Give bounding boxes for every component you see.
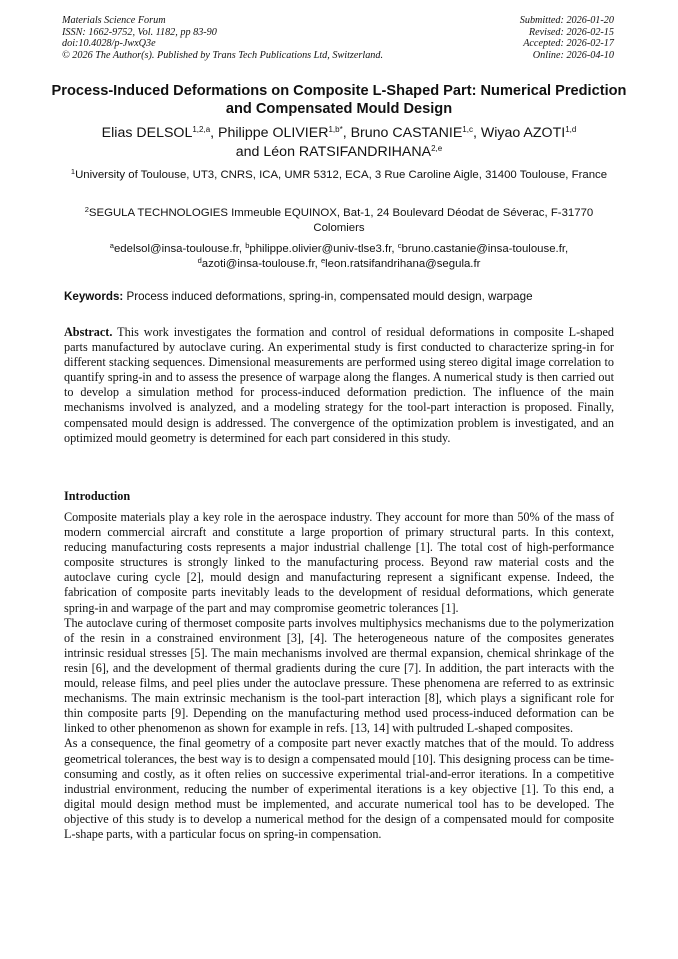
abstract-label: Abstract.	[64, 325, 113, 339]
email-link[interactable]: azoti@insa-toulouse.fr	[201, 257, 315, 270]
keywords	[64, 289, 624, 304]
keywords-label: Keywords:	[64, 290, 124, 303]
journal-header-right	[520, 15, 614, 61]
email-link[interactable]: leon.ratsifandrihana@segula.fr	[325, 257, 481, 270]
author-sup: 2,e	[431, 144, 443, 153]
abstract-text: This work investigates the formation and control of residual deformations in composite L-shaped parts manufactured by autoclave curing. An experimental study is first conducted to characterize spring-in for different stacking sequences. Dimensional measurements are performed using stereo digital image correlation to quantify spring-in and to assess the presence of warpage along the flanges. A numerical study is then carried out to develop a simulation method for process-induced deformation prediction. The influence of the main mechanisms involved is analyzed, and a modeling strategy for the tool-part interaction is proposed. Finally, compensated mould design is addressed. The convergence of the optimization problem is investigated, and an optimized mould geometry is determined for each part considered in this study.	[64, 325, 615, 445]
journal-copyright: © 2026 The Author(s). Published by Trans Tech Publications Ltd, Switzerland.	[62, 49, 384, 61]
email-link[interactable]: philippe.olivier@univ-tlse3.fr	[249, 243, 392, 255]
journal-doi: doi:10.4028/p-JwxQ3e	[62, 38, 156, 50]
author-name: Wiyao AZOTI	[480, 125, 566, 141]
paragraph: The autoclave curing of thermoset composite parts involves multiphysics mechanisms due to the polymerization of the resin in a constrained environment [3], [4]. The heterogeneous nature of the composites generates intrinsic residual stresses [5]. The main mechanisms involved are thermal expansion, chemical shrinkage of the resin [6], and the development of thermal gradients during the cure [7]. In addition, the part interacts with the mould, release films, and peel plies under the autoclave pressure. These phenomena are referred to as extrinsic mechanisms. The main extrinsic mechanism is the tool-part interaction [8], which plays a significant role for thin composite parts [9]. Depending on the manufacturing method used process-induced deformation can be linked to other phenomenon as shown for example in refs. [13, 14] with pultruded L-shaped composites.	[64, 615, 614, 736]
email-link[interactable]: bruno.castanie@insa-toulouse.fr	[401, 243, 566, 255]
paragraph: Composite materials play a key role in the aerospace industry. They account for more than 50% of the mass of modern commercial aircraft and constitute a large proportion of primary structural parts. In this context, reducing manufacturing costs represents a major industrial challenge [1]. The total cost of high-performance composite structures is strongly linked to the manufacturing process. Beyond raw material costs and the autoclave curing cycle [2], mould design and manufacturing represent a significant expense. Indeed, the fabrication of composite parts inevitably leads to the development of residual deformations, which generate spring-in and warpage of the part and may compromise geometric tolerances [1].	[64, 510, 614, 615]
email-list: $^a$edelsol@insa-toulouse.fr, $^b$philippe.olivier@univ-tlse3.fr, $^c$bruno.castanie@insa-toulouse.fr, $^d$azoti@insa-toulouse.fr, $^e$leon.ratsifandrihana@segula.fr	[109, 241, 569, 270]
keywords-text: Process induced deformations, spring-in, compensated mould design, warpage	[126, 290, 533, 303]
author-list: Elias DELSOL$^{1,2,a}$, Philippe $OLIVIER^{1,b*}$, Bruno CASTANIE$^{1,c}$, Wiyao AZOTI$^{1,d}$ and Léon RATSIFANDRIHANA$^{2,e}$	[101, 125, 577, 160]
affiliation-text: University of Toulouse, UT3, CNRS, ICA, UMR 5312, ECA, 3 Rue Caroline Aigle, 31400 Toulouse, France	[75, 169, 608, 181]
author-sup: 1,c	[462, 125, 473, 134]
affiliation-sup: 2	[84, 205, 89, 214]
email-sup: d	[197, 255, 202, 265]
abstract	[64, 325, 614, 446]
paragraph: As a consequence, the final geometry of a composite part never exactly matches that of the mould. To address geometrical tolerances, the best way is to design a compensated mould [10]. This designing process can be time-consuming and costly, as it often relies on successive experimental trial-and-error iterations. In a competitive industrial environment, reducing the number of experimental iterations is a key objective [1]. To this end, a digital mould design method must be implemented, and accurate numerical tool has to be developed. The objective of this study is to develop a numerical method for the design of a compensated mould for composite L-shape parts, with a particular focus on spring-in compensation.	[64, 736, 614, 841]
author-sup: 1,2,a	[192, 125, 211, 134]
date-submitted: Submitted: 2026-01-20	[519, 15, 614, 26]
introduction-body	[64, 510, 614, 842]
email-sup: e	[320, 255, 326, 265]
email-sup: b	[245, 241, 250, 250]
journal-issn: ISSN: 1662-9752, Vol. 1182, pp 83-90	[62, 26, 217, 38]
journal-name: Materials Science Forum	[62, 15, 166, 26]
email-sup: a	[109, 241, 114, 250]
affiliation-sup: 1	[70, 167, 76, 176]
date-accepted: Accepted: 2026-02-17	[523, 38, 614, 50]
email-link[interactable]: edelsol@insa-toulouse.fr	[113, 243, 239, 255]
author-name: Philippe OLIVIER	[218, 125, 329, 141]
author-sup: 1,b*	[328, 125, 343, 134]
author-sup: 1,d	[565, 125, 577, 134]
email-sup: c	[397, 241, 402, 250]
date-revised: Revised: 2026-02-15	[528, 26, 614, 38]
author-name: Léon RATSIFANDRIHANA	[263, 144, 432, 160]
author-name: Bruno CASTANIE	[350, 125, 463, 141]
section-heading: Introduction	[64, 489, 131, 503]
journal-header-left	[62, 15, 383, 61]
affiliation-2	[60, 206, 618, 235]
author-name: Elias DELSOL	[101, 125, 193, 141]
paper-title: Process-Induced Deformations on Composite L-Shaped Part: Numerical Prediction and Compensated Mould Design	[51, 83, 627, 117]
date-online: Online: 2026-04-10	[532, 49, 614, 61]
affiliation-1	[60, 168, 618, 183]
affiliation-text: SEGULA TECHNOLOGIES Immeuble EQUINOX, Bat-1, 24 Boulevard Déodat de Séverac, F-31770 Colomiers	[88, 207, 594, 234]
